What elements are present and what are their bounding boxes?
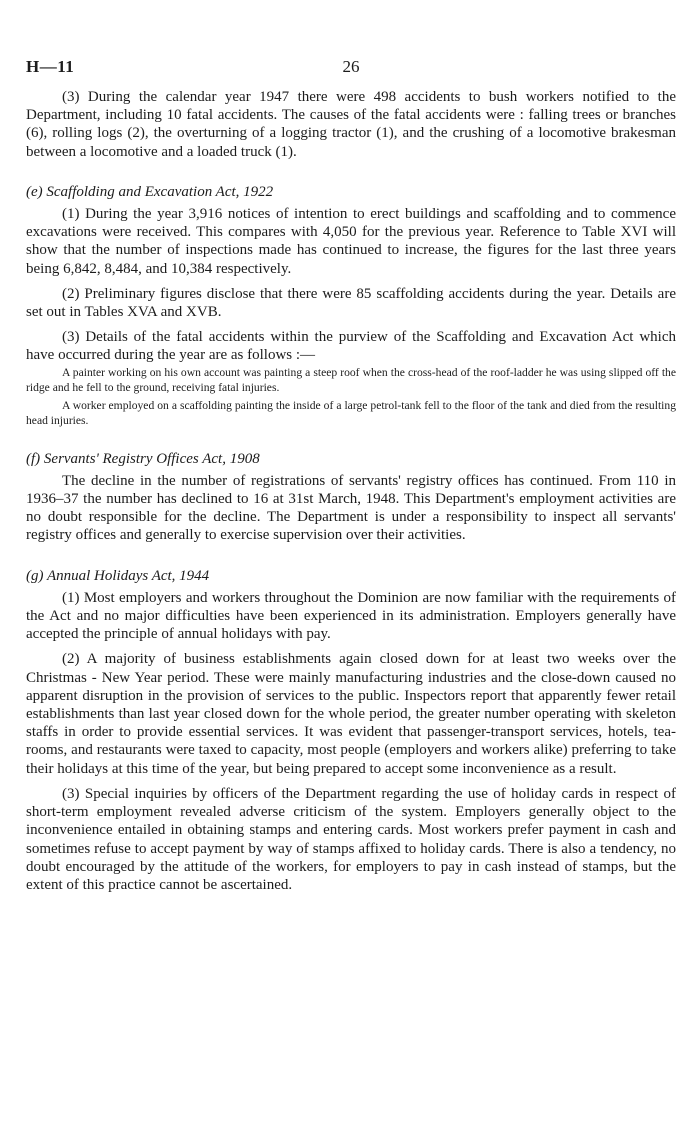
fatal-accident-1: A painter working on his own account was painting a steep roof when the cross-head of the roof-ladder he was using slipped off the ridge and he fell to the ground, receiving fatal injuries.: [26, 365, 676, 394]
holidays-paragraph-3: (3) Special inquiries by officers of the Department regarding the use of holiday cards in respect of short-term employment revealed adverse criticism of the system. Employers generally object to the inconvenience entailed in obtaining stamps and entering cards. Most workers prefer payment in cash and sometimes refuse to accept payment by way of stamps affixed to holiday cards. There is also a tendency, no doubt encouraged by the attitude of the workers, for employers to pay in cash instead of stamps, but the extent of this practice cannot be ascertained.: [26, 785, 676, 893]
running-header: [26, 58, 676, 88]
section-heading-annual-holidays: (g) Annual Holidays Act, 1944: [26, 567, 210, 584]
scaffolding-paragraph-3: (3) Details of the fatal accidents within the purview of the Scaffolding and Excavation Act which have occurred during the year are as follows :—: [26, 329, 676, 364]
page-number: 26: [342, 57, 360, 76]
section-heading-registry-offices: (f) Servants' Registry Offices Act, 1908: [26, 450, 260, 467]
bush-accidents-paragraph: (3) During the calendar year 1947 there were 498 accidents to bush workers notified to the Department, including 10 fatal accidents. The causes of the fatal accidents were : falling trees or branches (6), rolling logs (2), the overturning of a logging tractor (1), and the crushing of a locomotive brakesman between a locomotive and a loaded truck (1).: [26, 89, 676, 160]
registry-offices-paragraph: The decline in the number of registrations of servants' registry offices has continued. From 110 in 1936–37 the number has declined to 16 at 31st March, 1948. This Department's employment activities are no doubt responsible for the decline. The Department is under a responsibility to inspect all servants' registry offices and generally to exercise supervision over their activities.: [26, 472, 676, 544]
holidays-paragraph-2: (2) A majority of business establishments again closed down for at least two weeks over the Christmas - New Year period. These were mainly manufacturing industries and the close-down caused no apparent disruption in the provision of services to the public. Inspectors report that apparently fewer retail establishments than last year closed down for the whole period, the greater number operating with skeleton staffs in order to provide essential services. It was evident that passenger-transport services, hotels, tea-rooms, and restaurants were taxed to capacity, most people (employers and workers alike) preferring to take their holidays at this time of the year, but being prepared to accept some inconvenience as a result.: [26, 651, 676, 777]
scaffolding-paragraph-2: (2) Preliminary figures disclose that there were 85 scaffolding accidents during the year. Details are set out in Tables XVA and XVB.: [26, 285, 676, 321]
scaffolding-paragraph-1: (1) During the year 3,916 notices of intention to erect buildings and scaffolding and to commence excavations were received. This compares with 4,050 for the previous year. Reference to Table XVI will show that the number of inspections made has continued to increase, the figures for the last three years being 6,842, 8,484, and 10,384 respectively.: [26, 206, 676, 277]
document-reference: H—11: [26, 57, 75, 76]
section-annual-holidays: [26, 567, 676, 894]
fatal-accident-2: A worker employed on a scaffolding painting the inside of a large petrol-tank fell to the floor of the tank and died from the resulting head injuries.: [26, 398, 676, 427]
holidays-paragraph-1: (1) Most employers and workers throughout the Dominion are now familiar with the requirements of the Act and no major difficulties have been experienced in its administration. Employers generally have accepted the principle of annual holidays with pay.: [26, 589, 676, 643]
section-registry-offices: [26, 450, 676, 545]
section-scaffolding: [26, 183, 676, 428]
section-heading-scaffolding: (e) Scaffolding and Excavation Act, 1922: [26, 183, 274, 200]
